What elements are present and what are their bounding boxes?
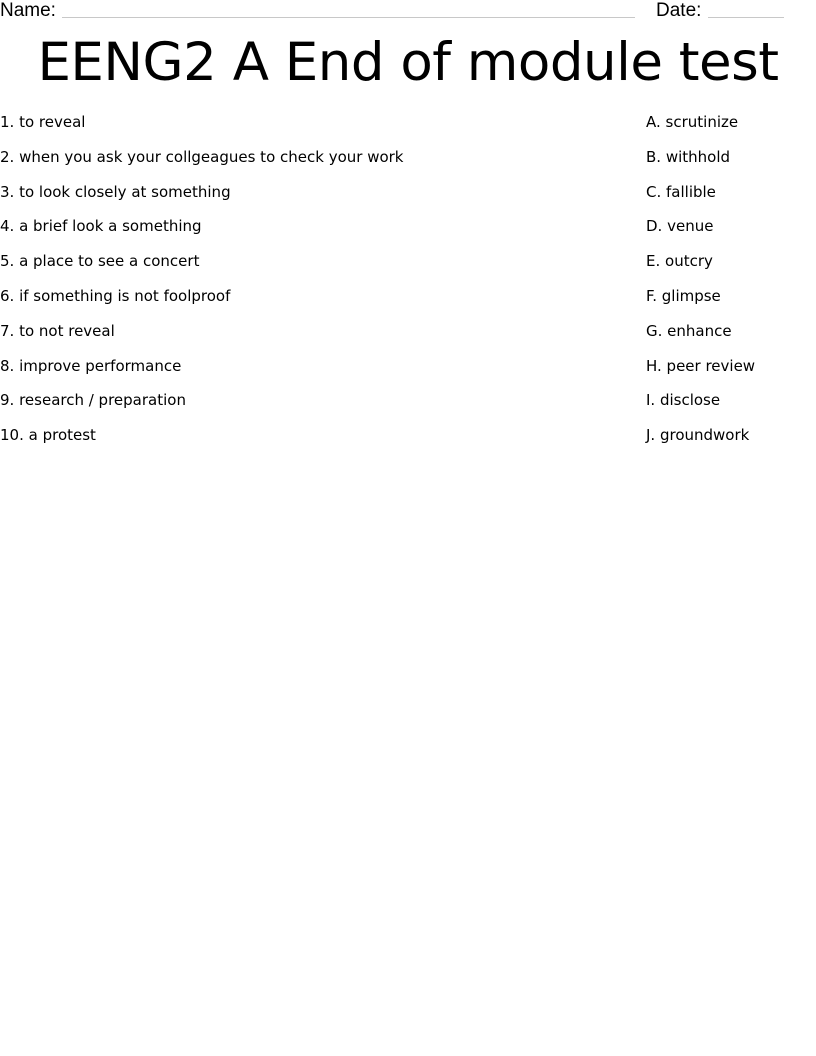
answer-item: B. withhold [646, 147, 731, 166]
clue-item: 2. when you ask your collgeagues to check your work [0, 147, 404, 166]
answer-item: D. venue [646, 217, 714, 236]
clue-item: 6. if something is not foolproof [0, 286, 231, 305]
answer-item: H. peer review [646, 356, 756, 375]
clue-item: 7. to not reveal [0, 321, 115, 340]
clue-item: 4. a brief look a something [0, 217, 202, 236]
name-blank-line [62, 17, 635, 18]
date-label: Date: [656, 0, 702, 21]
name-label: Name: [0, 0, 56, 21]
answer-item: G. enhance [646, 321, 732, 340]
clue-list [0, 110, 620, 458]
answer-list [646, 110, 816, 458]
page-title: EENG2 A End of module test [37, 32, 779, 93]
answer-item: I. disclose [646, 391, 721, 410]
answer-item: A. scrutinize [646, 113, 739, 131]
answer-item: C. fallible [646, 182, 716, 201]
date-blank-line [708, 17, 784, 18]
worksheet-header [0, 0, 816, 22]
clue-item: 8. improve performance [0, 356, 182, 375]
answer-item: F. glimpse [646, 286, 721, 305]
clue-item: 9. research / preparation [0, 391, 186, 410]
clue-item: 5. a place to see a concert [0, 252, 200, 271]
clue-item: 3. to look closely at something [0, 182, 231, 201]
clue-item: 10. a protest [0, 426, 96, 445]
clue-item: 1. to reveal [0, 113, 86, 131]
answer-item: E. outcry [646, 252, 713, 271]
answer-item: J. groundwork [646, 426, 750, 445]
